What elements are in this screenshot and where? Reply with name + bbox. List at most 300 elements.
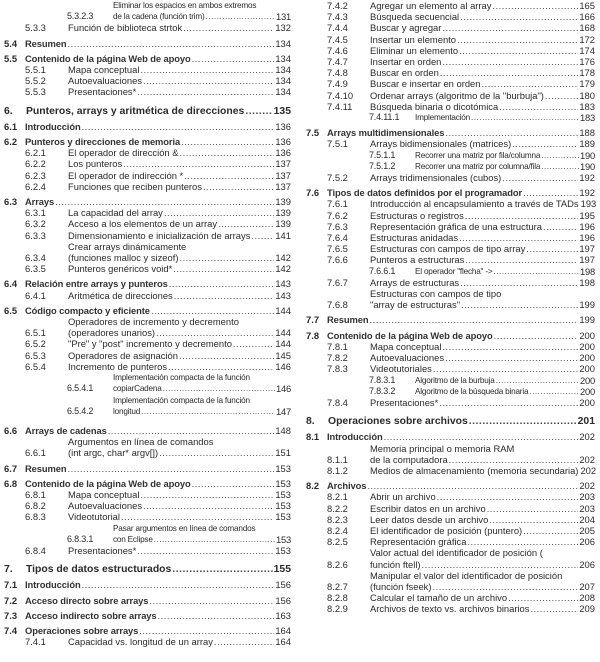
dot-leader [143,75,274,86]
page-number: 195 [579,209,595,221]
section-title: Resumen [327,314,369,326]
section-number: 8.2.3 [327,513,348,525]
toc-entry[interactable] [306,232,595,243]
toc-entry[interactable] [306,22,595,33]
section-number: 5.5.1 [25,64,46,76]
page-number: 142 [275,252,291,264]
section-number: 7.4.2 [327,0,348,11]
toc-entry[interactable] [306,443,595,465]
toc-entry[interactable] [306,0,595,11]
section-number: 6.2 [4,136,18,148]
dot-leader [233,338,274,349]
section-number: 6.5.4.2 [67,405,94,416]
toc-entry[interactable] [306,536,595,547]
toc-entry[interactable] [306,503,595,514]
section-title: Aritmética de direcciones [68,289,173,301]
section-number: 6.8.3 [25,511,46,523]
section-number: 7.4.6 [327,44,348,56]
section-number: 6.8.3.1 [67,533,94,544]
section-title: Función de biblioteca strtok [68,22,183,34]
page-number: 178 [579,67,595,79]
toc-column-left [4,0,291,647]
dot-leader [445,127,578,138]
section-title: Contenido de la página Web de apoyo [25,477,191,489]
toc-entry[interactable] [4,75,291,86]
page-number: 137 [275,180,291,192]
page-number: 163 [275,609,291,621]
toc-entry[interactable] [306,592,595,603]
toc-entry[interactable] [306,78,595,89]
section-number: 8. [306,416,315,428]
dot-leader [499,101,578,112]
toc-entry[interactable] [4,136,291,147]
dot-leader [541,150,579,161]
dot-leader [192,478,275,489]
toc-entry[interactable] [4,610,291,621]
dot-leader [439,397,578,408]
dot-leader [496,375,579,386]
section-number: 7.4.3 [327,11,348,23]
dot-leader [489,514,578,525]
section-title: Algoritmo de la burbuja [415,375,495,385]
toc-entry[interactable] [306,101,595,112]
page-number: 151 [275,447,291,459]
dot-leader [457,34,578,45]
toc-entry[interactable] [4,121,291,132]
dot-leader [169,278,275,289]
page-number: 200 [579,340,595,352]
toc-entry[interactable] [4,636,291,647]
dot-leader [465,254,578,265]
toc-entry[interactable] [4,463,291,474]
page-number: 200 [579,374,595,386]
toc-entry[interactable] [306,161,595,172]
toc-entry[interactable] [4,53,291,64]
section-title: El identificador de posición (puntero) [370,524,523,536]
page-number: 206 [579,558,595,570]
toc-entry[interactable] [4,545,291,556]
toc-entry[interactable] [4,425,291,436]
toc-entry[interactable] [306,210,595,221]
section-number: 6.5.1 [25,327,46,339]
page-number: 135 [273,105,291,117]
section-number: 8.2 [306,480,320,492]
toc-entry[interactable] [306,314,595,325]
toc-entry[interactable] [4,207,291,218]
section-title: copiarCadena [113,384,162,394]
section-title: Recorrer una matriz por columna/fila [415,161,541,171]
section-title: Operadores de asignación [68,349,178,361]
section-number: 7.3 [4,609,18,621]
page-number: 192 [579,187,595,199]
page-number: 180 [579,89,595,101]
section-number: 7.6.6.1 [369,265,396,276]
toc-entry[interactable] [306,198,595,209]
section-number: 7.2 [4,594,18,606]
page-number: 199 [579,314,595,326]
section-number: 7.8.2 [327,352,348,364]
dot-leader [154,534,275,545]
section-title: Búsqueda secuencial [370,11,460,23]
toc-chapter[interactable] [4,564,291,575]
toc-entry[interactable] [306,34,595,45]
section-number: 7.4.4 [327,22,348,34]
toc-entry[interactable] [4,511,291,522]
page-number: 193 [580,198,597,210]
dot-leader [541,161,579,172]
toc-chapter[interactable] [4,106,291,117]
toc-entry[interactable] [306,375,595,386]
section-title: Algoritmo de la búsqueda binaria [415,386,529,396]
toc-entry[interactable] [4,230,291,241]
dot-leader [192,53,275,64]
section-number: 5.5 [4,52,18,64]
section-title: Funciones que reciben punteros [68,180,202,192]
section-number: 7.6.6 [327,254,348,266]
section-number: 6.2.2 [25,158,46,170]
toc-entry[interactable] [306,90,595,101]
toc-entry[interactable] [306,172,595,183]
page-number: 196 [579,232,595,244]
dot-leader [173,263,274,274]
page-number: 134 [275,75,291,87]
toc-entry[interactable] [4,489,291,500]
dot-leader [214,636,274,647]
section-number: 6. [4,105,13,117]
toc-entry[interactable] [4,0,291,22]
page-number: 183 [579,112,595,124]
dot-leader [465,210,579,221]
section-title: Eliminar los espacios en ambos extremos [113,1,257,10]
page-number: 139 [275,218,291,230]
section-title: Presentaciones* [68,86,137,98]
dot-leader [108,425,275,436]
toc-entry[interactable] [4,372,291,394]
dot-leader [179,147,274,158]
toc-entry[interactable] [4,218,291,229]
section-number: 6.8.1 [25,488,46,500]
toc-entry[interactable] [306,547,595,569]
section-number: 6.2.3 [25,169,46,181]
toc-entry[interactable] [306,150,595,161]
toc-entry[interactable] [306,11,595,22]
section-title: Videotutorial [68,511,120,523]
dot-leader [445,352,578,363]
dot-leader [137,86,274,97]
section-number: 7.5.1.1 [369,149,396,160]
section-title: Valor actual del identificador de posición ( [370,547,543,559]
section-title: Dimensionamiento e inicialización de arrays [68,229,251,241]
toc-entry[interactable] [306,570,595,592]
page-number: 134 [275,64,291,76]
section-title: El operador "flecha" -> [415,266,493,276]
page-number: 207 [579,580,595,592]
toc-entry[interactable] [306,431,595,442]
toc-entry[interactable] [4,625,291,636]
section-title: Introducción [25,579,81,591]
section-number: 6.3.4 [25,252,46,264]
section-title: Punteros, arrays y aritmética de direcciones [26,105,245,117]
toc-entry[interactable] [306,254,595,265]
toc-entry[interactable] [306,514,595,525]
toc-entry[interactable] [306,221,595,232]
section-number: 7.7 [306,314,320,326]
toc-entry[interactable] [4,22,291,33]
section-title: Contenido de la página Web de apoyo [25,52,191,64]
section-title: Insertar en orden [370,56,442,68]
section-title: Buscar en orden [370,67,439,79]
dot-leader [384,431,579,442]
section-title: La capacidad del array [68,207,163,219]
page-number: 153 [275,511,291,523]
section-number: 6.6.1 [25,447,46,459]
toc-entry[interactable] [306,397,595,408]
section-number: 7.4.11 [327,100,353,112]
dot-leader [164,207,274,218]
toc-entry[interactable] [306,67,595,78]
toc-entry[interactable] [306,330,595,341]
section-title: Abrir un archivo [370,491,436,503]
dot-leader [494,330,579,341]
section-title: Acceso a los elementos de un array [68,218,218,230]
page-number: 174 [579,44,595,56]
toc-entry[interactable] [4,316,291,338]
toc-entry[interactable] [4,181,291,192]
toc-entry[interactable] [306,363,595,374]
toc-entry[interactable] [4,595,291,606]
toc-entry[interactable] [4,361,291,372]
section-title: Eliminar un elemento [370,44,459,56]
section-number: 6.3.1 [25,207,46,219]
toc-entry[interactable] [306,525,595,536]
section-title: Punteros genéricos void* [68,263,173,275]
dot-leader [245,106,272,117]
page-number: 202 [579,431,595,443]
section-number: 7.4.1 [25,636,46,648]
section-title: Calcular el tamaño de un archivo [370,592,508,604]
section-title: Argumentos en línea de comandos [68,436,214,448]
toc-entry[interactable] [4,241,291,263]
section-title: Capacidad vs. longitud de un array [68,636,213,648]
dot-leader [179,252,274,263]
section-number: 6.5.3 [25,349,46,361]
dot-leader [523,525,578,536]
page-number: 183 [579,100,595,112]
dot-leader [174,290,275,301]
section-number: 6.5.4 [25,360,46,372]
dot-leader [184,170,274,181]
dot-leader [82,579,275,590]
toc-entry[interactable] [4,579,291,590]
section-number: 7.8.3 [327,363,348,375]
toc-entry[interactable] [4,338,291,349]
section-title: Autoevaluaciones [370,352,445,364]
section-number: 8.2.7 [327,580,348,592]
toc-entry[interactable] [4,395,291,417]
page-number: 188 [579,127,595,139]
section-title: (funciones malloc y sizeof) [68,252,179,264]
toc-entry[interactable] [4,350,291,361]
toc-entry[interactable] [4,436,291,458]
toc-entry[interactable] [4,38,291,49]
section-title: Introducción al encapsulamiento a través de TADs [370,198,579,210]
page-number: 206 [579,536,595,548]
page-number: 153 [275,488,291,500]
toc-entry[interactable] [306,277,595,288]
page-number: 156 [275,579,291,591]
dot-leader [502,172,578,183]
section-number: 8.1.1 [327,453,348,465]
toc-entry[interactable] [306,45,595,56]
toc-entry[interactable] [306,112,595,123]
section-number: 6.3.2 [25,218,46,230]
section-number: 7.6.7 [327,276,348,288]
toc-entry[interactable] [306,243,595,254]
section-title: (función fseek) [370,580,432,592]
section-title: Acceso directo sobre arrays [25,594,149,606]
section-title: "Pre" y "post" incremento y decremento [68,338,232,350]
toc-chapter[interactable] [306,416,595,427]
page-number: 198 [579,276,595,288]
page-number: 192 [579,172,595,184]
page-number: 144 [275,304,291,316]
dot-leader [526,243,578,254]
section-number: 7.6.4 [327,232,348,244]
section-number: 7.8.3.2 [369,385,396,396]
dot-leader [467,536,578,547]
page-number: 136 [275,136,291,148]
dot-leader [459,232,578,243]
page-number: 164 [275,636,291,648]
page-number: 202 [579,453,595,465]
section-title: Arrays [25,196,55,208]
section-title: de la cadena (función trim) [113,12,205,22]
dot-leader [512,138,578,149]
toc-entry[interactable] [306,138,595,149]
section-title: Representación gráfica de una estructura [370,220,542,232]
page-number: 197 [579,243,595,255]
toc-entry[interactable] [4,64,291,75]
dot-leader [82,121,275,132]
toc-entry[interactable] [4,305,291,316]
section-title: Relación entre arrays y punteros [25,278,168,290]
section-title: Buscar y agregar [370,22,442,34]
toc-entry[interactable] [306,288,595,310]
toc-entry[interactable] [4,278,291,289]
dot-leader [121,511,274,522]
toc-entry[interactable] [306,465,595,476]
page-number: 131 [275,11,291,23]
section-number: 6.8 [4,477,18,489]
page-number: 202 [580,464,597,476]
toc-entry[interactable] [4,158,291,169]
toc-entry[interactable] [4,500,291,511]
dot-leader [529,386,579,397]
toc-entry[interactable] [4,170,291,181]
dot-leader [143,500,274,511]
dot-leader [461,299,578,310]
page-number: 148 [275,424,291,436]
section-title: Buscar e insertar en orden [370,78,481,90]
section-number: 7.6.2 [327,209,348,221]
section-title: El operador de indirección * [68,169,184,181]
page-number: 196 [579,220,595,232]
page-number: 179 [579,78,595,90]
section-number: 7.4.11.1 [369,112,400,123]
page-number: 200 [579,396,595,408]
section-number: 6.6 [4,424,18,436]
page-number: 145 [275,349,291,361]
section-title: Implementación compacta de la función [113,395,250,405]
toc-entry[interactable] [306,386,595,397]
dot-leader [487,503,579,514]
toc-entry[interactable] [306,127,595,138]
dot-leader [251,230,274,241]
toc-entry[interactable] [306,56,595,67]
page-number: 139 [275,207,291,219]
section-title: Insertar un elemento [370,33,456,45]
section-number: 8.2.4 [327,524,348,536]
dot-leader [459,45,578,56]
dot-leader [508,592,578,603]
toc-entry[interactable] [4,147,291,158]
page-number: 137 [275,158,291,170]
toc-entry[interactable] [306,352,595,363]
toc-entry[interactable] [4,263,291,274]
toc-entry[interactable] [4,86,291,97]
dot-leader [156,327,274,338]
section-number: 8.2.6 [327,558,348,570]
dot-leader [140,64,274,75]
toc-entry[interactable] [306,491,595,502]
dot-leader [137,545,274,556]
toc-entry[interactable] [4,196,291,207]
page-number: 142 [275,263,291,275]
section-title: Resumen [25,37,67,49]
dot-leader [422,559,579,570]
toc-entry[interactable] [4,478,291,489]
dot-leader [433,581,579,592]
section-title: Medios de almacenamiento (memoria secundaria) [370,464,579,476]
section-title: Acceso indirecto sobre arrays [25,609,157,621]
toc-entry[interactable] [306,480,595,491]
section-title: Archivos de texto vs. archivos binarios [370,603,530,615]
dot-leader [471,112,579,123]
page-number: 144 [275,327,291,339]
toc-entry[interactable] [306,603,595,614]
section-title: Autoevaluaciones [68,75,143,87]
toc-entry[interactable] [306,187,595,198]
page-number: 132 [275,22,291,34]
section-title: El operador de dirección & [68,147,179,159]
toc-column-right [306,0,595,615]
toc-entry[interactable] [4,523,291,545]
section-title: Estructuras anidadas [370,232,459,244]
toc-entry[interactable] [306,341,595,352]
page-number: 208 [579,592,595,604]
section-number: 7.6.1 [327,198,348,210]
section-number: 7.8 [306,329,320,341]
page-number: 134 [275,86,291,98]
toc-entry[interactable] [306,266,595,277]
section-number: 6.3 [4,196,18,208]
page-number: 153 [275,477,291,489]
section-title: Recorrer una matriz por fila/columna [415,150,541,160]
section-title: Agregar un elemento al array [370,0,492,11]
dot-leader [159,447,274,458]
toc-entry[interactable] [4,290,291,301]
dot-leader [168,361,274,372]
